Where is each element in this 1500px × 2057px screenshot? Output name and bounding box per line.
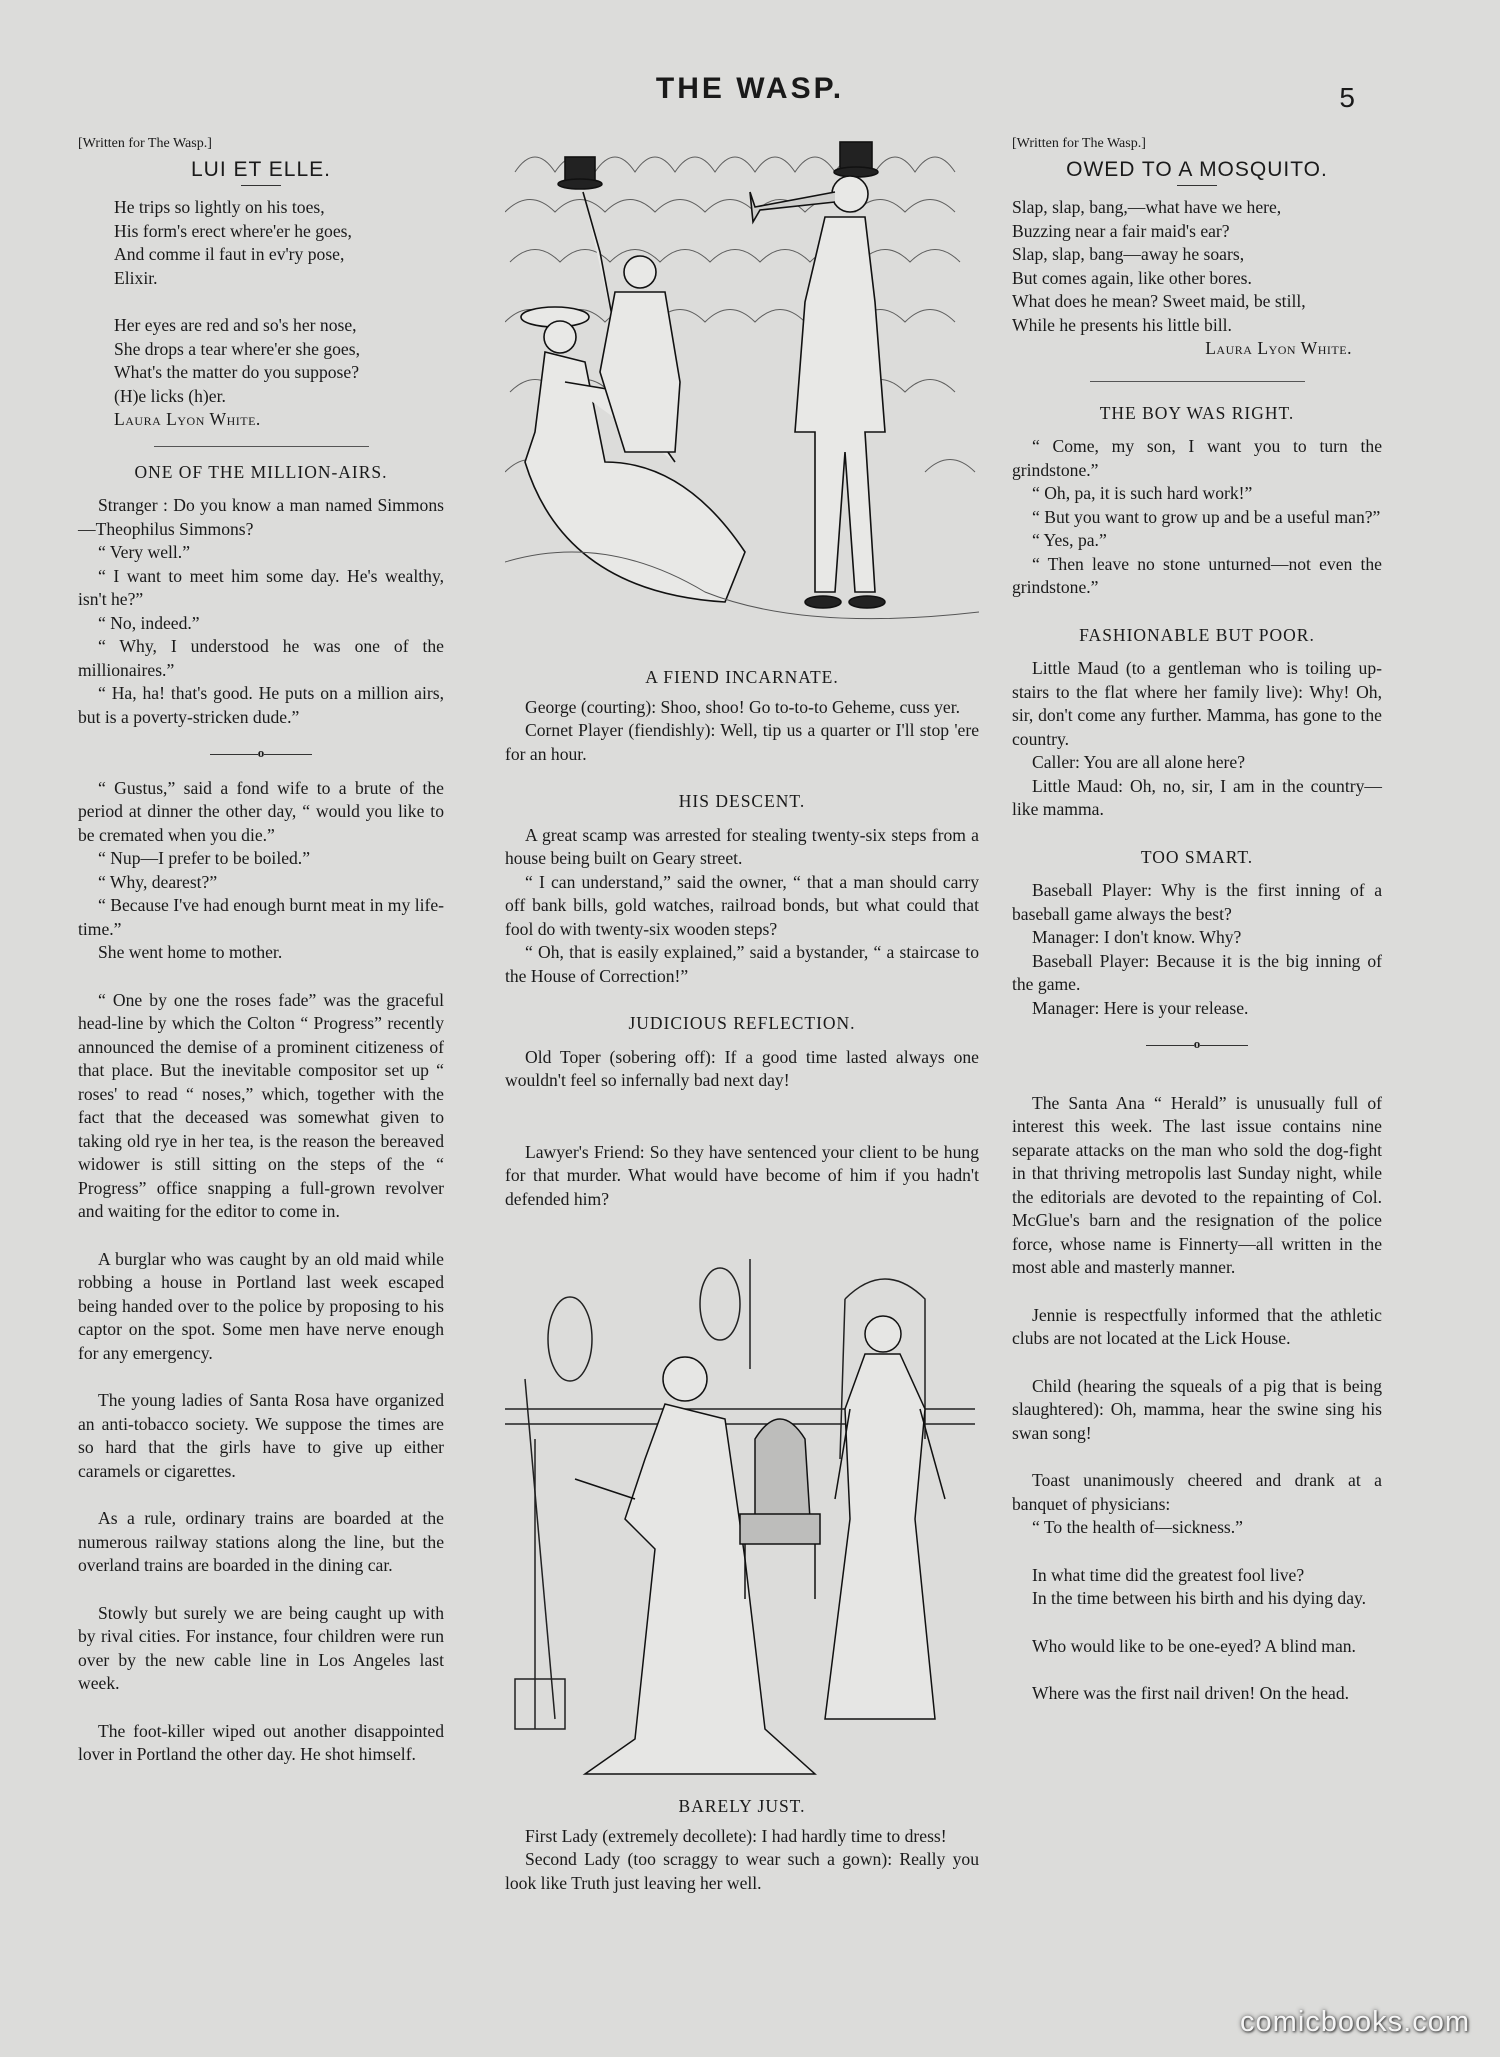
- fiend-incarnate-illustration: [505, 132, 979, 662]
- poem-line: She drops a tear where'er she goes,: [114, 338, 360, 359]
- paragraph: Stowly but surely we are being caught up with by rival cities. For instance, four children were run over by the new cable line in Los Angeles last week.: [78, 1602, 444, 1693]
- paragraph: The Santa Ana “ Herald” is unusually full of interest this week. The last issue contains nine separate attacks on the man who sold the dog-fight in that thriving metropolis last Sunday night, while the editorials are devoted to the repainting of Col. McGlue's barn and the resignation of the police force, whose name is Finnerty—all written in the most able and masterly manner.: [1012, 1092, 1382, 1277]
- paragraph: “ Then leave no stone unturned—not even the grindstone.”: [1012, 553, 1382, 597]
- poem-line: What's the matter do you suppose?: [114, 362, 360, 382]
- paragraph: “ Come, my son, I want you to turn the grindstone.”: [1012, 436, 1382, 480]
- paragraph: Baseball Player: Why is the first inning of a baseball game always the best?: [1012, 880, 1382, 924]
- paragraph: “ Oh, that is easily explained,” said a bystander, “ a staircase to the House of Correction!”: [505, 942, 979, 986]
- poem-title: OWED TO A MOSQUITO.: [1066, 157, 1328, 181]
- poem-line: What does he mean? Sweet maid, be still,: [1012, 291, 1306, 311]
- poem-line: Buzzing near a fair maid's ear?: [1012, 220, 1230, 241]
- divider: o: [1012, 1032, 1382, 1056]
- watermark: comicbooks.com: [1240, 2006, 1470, 2038]
- paragraph: “ Nup—I prefer to be boiled.”: [98, 848, 311, 868]
- poem-line: He trips so lightly on his toes,: [114, 197, 325, 217]
- paragraph: The foot-killer wiped out another disappointed lover in Portland the other day. He shot himself.: [78, 1720, 444, 1764]
- paragraph: “ Oh, pa, it is such hard work!”: [1032, 483, 1253, 503]
- paragraph: “ Yes, pa.”: [1032, 530, 1107, 550]
- paragraph: “ Ha, ha! that's good. He puts on a million airs, but is a poverty-stricken dude.”: [78, 683, 444, 727]
- article-title: HIS DESCENT.: [678, 791, 806, 811]
- paragraph: “ Very well.”: [98, 542, 191, 562]
- paragraph: Manager: I don't know. Why?: [1032, 927, 1242, 947]
- paragraph: “ No, indeed.”: [98, 612, 200, 633]
- column-middle: [505, 132, 979, 1895]
- article-title: ONE OF THE MILLION-AIRS.: [134, 461, 388, 482]
- paragraph: Where was the first nail driven! On the head.: [1032, 1683, 1350, 1703]
- paragraph: “ To the health of—sickness.”: [1032, 1517, 1243, 1537]
- paragraph: Little Maud (to a gentleman who is toiling up-stairs to the flat where her family live): Why! Oh, sir, don't come any further. Mamma, has gone to the country.: [1012, 658, 1382, 749]
- paragraph: A great scamp was arrested for stealing twenty-six steps from a house being built on Geary street.: [505, 824, 979, 868]
- article-title: BARELY JUST.: [678, 1796, 806, 1816]
- poem-line: While he presents his little bill.: [1012, 314, 1232, 335]
- paragraph: The young ladies of Santa Rosa have organized an anti-tobacco society. We suppose the times are so hard that the girls have to give up either caramels or cigarettes.: [78, 1390, 444, 1481]
- paragraph: Lawyer's Friend: So they have sentenced your client to be hung for that murder. What would have become of him if you hadn't defended him?: [505, 1141, 979, 1209]
- paragraph: “ Why, dearest?”: [98, 871, 218, 892]
- page-number: 5: [1339, 82, 1355, 113]
- paragraph: Caller: You are all alone here?: [1032, 752, 1245, 772]
- divider: [241, 185, 281, 186]
- paragraph: In what time did the greatest fool live?: [1032, 1564, 1305, 1585]
- paragraph: She went home to mother.: [98, 942, 283, 962]
- divider: [1090, 381, 1305, 382]
- paragraph: First Lady (extremely decollete): I had hardly time to dress!: [525, 1825, 947, 1846]
- paragraph: Cornet Player (fiendishly): Well, tip us a quarter or I'll stop 'ere for an hour.: [505, 720, 979, 764]
- divider: [154, 446, 369, 447]
- paragraph: Child (hearing the squeals of a pig that is being slaughtered): Oh, mamma, hear the swine sing his swan song!: [1012, 1375, 1382, 1443]
- paragraph: “ One by one the roses fade” was the graceful head-line by which the Colton “ Progress” recently announced the demise of a prominent citizeness of that place. But the inevitable compositor set up “ roses' to read “ noses,” which, together with the fact that the deceased was somewhat given to taking old rye in her tea, is the reason the bereaved widower is still sitting on the steps of the “ Progress” office snapping a full-grown revolver and waiting for the editor to come in.: [78, 989, 444, 1221]
- paragraph: As a rule, ordinary trains are boarded at the numerous railway stations along the line, but the overland trains are boarded in the dining car.: [78, 1508, 444, 1575]
- paragraph: A burglar who was caught by an old maid while robbing a house in Portland last week escaped being handed over to the police by proposing to his captor on the spot. Some men have nerve enough for any emergency.: [78, 1248, 444, 1363]
- paragraph: “ Why, I understood he was one of the millionaires.”: [78, 636, 444, 680]
- paragraph: Manager: Here is your release.: [1032, 997, 1249, 1018]
- author: Laura Lyon White.: [1205, 338, 1352, 358]
- paragraph: Toast unanimously cheered and drank at a banquet of physicians:: [1012, 1470, 1382, 1514]
- paragraph: Jennie is respectfully informed that the athletic clubs are not located at the Lick House.: [1012, 1304, 1382, 1348]
- poem-line: Slap, slap, bang—away he soars,: [1012, 244, 1245, 264]
- poem-line: Slap, slap, bang,—what have we here,: [1012, 197, 1282, 217]
- paragraph: Old Toper (sobering off): If a good time lasted always one wouldn't feel so infernally bad next day!: [505, 1046, 979, 1090]
- paragraph: George (courting): Shoo, shoo! Go to-to-to Geheme, cuss yer.: [525, 696, 961, 717]
- paragraph: Who would like to be one-eyed? A blind man.: [1032, 1635, 1356, 1656]
- paragraph: “ I want to meet him some day. He's wealthy, isn't he?”: [78, 565, 444, 609]
- poem-line: Her eyes are red and so's her nose,: [114, 315, 357, 335]
- poem-line: Elixir.: [114, 267, 158, 288]
- author: Laura Lyon White.: [114, 409, 261, 429]
- paragraph: Second Lady (too scraggy to wear such a gown): Really you look like Truth just leaving her well.: [505, 1849, 979, 1893]
- article-title: JUDICIOUS REFLECTION.: [628, 1013, 856, 1033]
- poem-lui-et-elle: [78, 196, 444, 432]
- poem-title: LUI ET ELLE.: [190, 157, 331, 181]
- article-title: A FIEND INCARNATE.: [645, 667, 839, 687]
- poem-line: His form's erect where'er he goes,: [114, 220, 352, 241]
- column-left: [78, 132, 444, 1767]
- divider: [1177, 185, 1217, 186]
- poem-line: And comme il faut in ev'ry pose,: [114, 244, 345, 264]
- paragraph: In the time between his birth and his dying day.: [1032, 1588, 1367, 1608]
- paragraph: “ I can understand,” said the owner, “ that a man should carry off bank bills, gold watches, railroad bonds, but what could that fool do with twenty-six wooden steps?: [505, 871, 979, 939]
- credit-line: [Written for The Wasp.]: [1012, 136, 1146, 151]
- poem-line: (H)e licks (h)er.: [114, 385, 226, 406]
- masthead-title: THE WASP.: [655, 72, 845, 105]
- barely-just-illustration: [505, 1259, 979, 1789]
- paragraph: Little Maud: Oh, no, sir, I am in the country— like mamma.: [1012, 775, 1382, 819]
- divider: o: [78, 741, 444, 765]
- article-title: FASHIONABLE BUT POOR.: [1079, 624, 1315, 645]
- paragraph: “ Because I've had enough burnt meat in my life-time.”: [78, 895, 444, 939]
- paragraph: “ But you want to grow up and be a useful man?”: [1032, 506, 1381, 527]
- poem-line: But comes again, like other bores.: [1012, 267, 1252, 288]
- paragraph: Baseball Player: Because it is the big inning of the game.: [1012, 950, 1382, 994]
- paragraph: “ Gustus,” said a fond wife to a brute of the period at dinner the other day, “ would you like to be cremated when you die.”: [78, 777, 444, 845]
- article-title: THE BOY WAS RIGHT.: [1099, 402, 1295, 423]
- credit-line: [Written for The Wasp.]: [78, 136, 212, 151]
- article-title: TOO SMART.: [1140, 846, 1254, 867]
- column-right: [1012, 132, 1382, 1706]
- paragraph: Stranger : Do you know a man named Simmons—Theophilus Simmons?: [78, 495, 444, 539]
